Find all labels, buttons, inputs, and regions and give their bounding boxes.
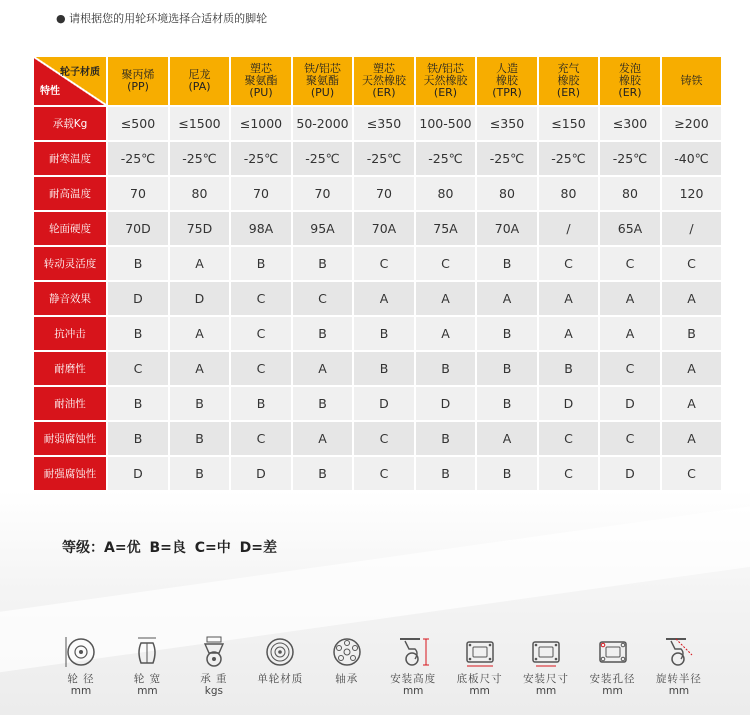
row-header: 耐寒温度 (33, 141, 107, 176)
corner-property-label: 特性 (40, 86, 60, 97)
column-header (169, 56, 230, 106)
row-header: 转动灵活度 (33, 246, 107, 281)
table-cell: D (230, 456, 292, 491)
column-header-line: 聚氨酯 (244, 74, 278, 87)
icon-item-base-plate (449, 635, 511, 697)
column-header (107, 56, 169, 106)
table-cell: A (599, 281, 661, 316)
icon-label: 轴承 (335, 673, 359, 685)
table-cell: C (599, 351, 661, 386)
table-cell: B (476, 246, 538, 281)
icon-unit: mm (70, 685, 92, 697)
table-cell: ≤150 (538, 106, 599, 141)
table-cell: 65A (599, 211, 661, 246)
icon-unit: mm (402, 685, 424, 697)
table-cell: A (353, 281, 415, 316)
wheel-width-icon (130, 635, 164, 669)
icon-unit: mm (668, 685, 690, 697)
table-cell: A (538, 281, 599, 316)
column-header-line: 聚氨酯 (306, 74, 339, 87)
column-header (292, 56, 353, 106)
table-cell: ≤350 (353, 106, 415, 141)
table-cell: B (415, 421, 476, 456)
table-cell: A (169, 351, 230, 386)
column-header-line: (PU) (249, 86, 273, 99)
table-cell: B (230, 386, 292, 421)
icon-unit: kgs (204, 685, 223, 697)
table-cell: C (538, 456, 599, 491)
table-cell: C (292, 281, 353, 316)
table-cell: -25℃ (599, 141, 661, 176)
table-row (33, 351, 722, 386)
column-header (538, 56, 599, 106)
icon-item-mount-height (382, 635, 444, 697)
icon-label: 底板尺寸 (456, 673, 503, 685)
table-cell: C (415, 246, 476, 281)
table-row (33, 386, 722, 421)
table-cell: B (292, 386, 353, 421)
column-header-line: 天然橡胶 (362, 74, 406, 87)
table-cell: -25℃ (538, 141, 599, 176)
table-cell: D (599, 386, 661, 421)
table-cell: B (476, 351, 538, 386)
table-cell: B (476, 456, 538, 491)
table-cell: ≤1000 (230, 106, 292, 141)
table-cell: B (476, 316, 538, 351)
table-cell: 50-2000 (292, 106, 353, 141)
table-row (33, 456, 722, 491)
wheel-material-icon (263, 635, 297, 669)
table-cell: 80 (415, 176, 476, 211)
column-header (661, 56, 722, 106)
table-cell: A (169, 246, 230, 281)
table-row (33, 141, 722, 176)
table-cell: B (107, 386, 169, 421)
table-row (33, 246, 722, 281)
icon-item-mount-size (515, 635, 577, 697)
table-cell: C (661, 456, 722, 491)
table-cell: B (107, 421, 169, 456)
column-header-line: (ER) (372, 86, 396, 99)
column-header-line: (PP) (127, 80, 149, 93)
mounting-height-icon (396, 635, 430, 669)
base-plate-size-icon (463, 635, 497, 669)
table-cell: B (169, 421, 230, 456)
material-spec-table (32, 55, 723, 492)
column-header-line: (ER) (556, 86, 581, 99)
table-cell: 70 (353, 176, 415, 211)
column-header-line: (PA) (188, 80, 211, 93)
table-cell: D (599, 456, 661, 491)
grade-legend: 等级：A=优 B=良 C=中 D=差 (62, 540, 277, 556)
table-cell: B (538, 351, 599, 386)
table-cell: 75A (415, 211, 476, 246)
table-cell: B (169, 456, 230, 491)
table-cell: 80 (538, 176, 599, 211)
table-cell: A (599, 316, 661, 351)
table-cell: / (661, 211, 722, 246)
table-row (33, 281, 722, 316)
table-cell: -25℃ (415, 141, 476, 176)
table-cell: C (230, 351, 292, 386)
icon-unit: mm (469, 685, 490, 697)
icon-item-mount-hole (582, 635, 644, 697)
load-capacity-icon (197, 635, 231, 669)
table-cell: C (599, 246, 661, 281)
table-cell: C (353, 456, 415, 491)
column-header (230, 56, 292, 106)
table-header-row (33, 56, 722, 106)
table-row (33, 316, 722, 351)
table-row (33, 106, 722, 141)
table-cell: 95A (292, 211, 353, 246)
column-header-line: 橡胶 (557, 74, 580, 87)
corner-material-label: 轮子材质 (60, 67, 100, 78)
row-header: 轮面硬度 (33, 211, 107, 246)
row-header: 抗冲击 (33, 316, 107, 351)
column-header (353, 56, 415, 106)
table-cell: 80 (476, 176, 538, 211)
table-cell: B (169, 386, 230, 421)
icon-label: 安装孔径 (589, 673, 636, 685)
column-header-line: 铁/铝芯 (427, 62, 464, 75)
icon-label: 承 重 (200, 673, 228, 685)
wheel-diameter-icon (64, 635, 98, 669)
table-cell: B (353, 351, 415, 386)
icon-item-load (183, 635, 245, 697)
table-cell: B (353, 316, 415, 351)
table-cell: ≤500 (107, 106, 169, 141)
table-cell: 70D (107, 211, 169, 246)
table-cell: / (538, 211, 599, 246)
bearing-icon (330, 635, 364, 669)
table-row (33, 211, 722, 246)
column-header-line: 天然橡胶 (423, 74, 468, 87)
table-cell: 80 (599, 176, 661, 211)
row-header: 静音效果 (33, 281, 107, 316)
table-cell: A (292, 421, 353, 456)
row-header: 耐油性 (33, 386, 107, 421)
icon-item-swivel-radius (648, 635, 710, 697)
icon-label: 单轮材质 (257, 673, 304, 685)
column-header-line: 塑芯 (250, 62, 272, 75)
icon-unit: mm (137, 685, 158, 697)
icon-item-material (249, 635, 311, 697)
table-cell: B (476, 386, 538, 421)
table-corner (33, 56, 107, 106)
table-cell: A (476, 281, 538, 316)
table-cell: D (415, 386, 476, 421)
table-cell: ≥200 (661, 106, 722, 141)
table-cell: C (661, 246, 722, 281)
table-cell: C (599, 421, 661, 456)
table-cell: 70A (476, 211, 538, 246)
table-cell: 70 (107, 176, 169, 211)
table-cell: 70 (230, 176, 292, 211)
table-cell: D (538, 386, 599, 421)
column-header-line: 尼龙 (188, 68, 211, 81)
table-cell: 75D (169, 211, 230, 246)
icon-label: 安装高度 (390, 673, 437, 685)
column-header-line: (TPR) (492, 86, 522, 99)
table-cell: C (538, 421, 599, 456)
spec-icon-row (50, 635, 710, 697)
column-header-line: 橡胶 (619, 74, 641, 87)
table-row (33, 421, 722, 456)
table-cell: C (230, 281, 292, 316)
column-header-line: (ER) (433, 86, 458, 99)
icon-item-wheel-width (116, 635, 178, 697)
table-cell: -40℃ (661, 141, 722, 176)
column-header-line: 橡胶 (496, 74, 518, 87)
table-cell: -25℃ (292, 141, 353, 176)
table-cell: C (538, 246, 599, 281)
icon-item-bearing (316, 635, 378, 697)
column-header-line: 铸铁 (680, 74, 703, 87)
column-header-line: (ER) (618, 86, 642, 99)
row-header: 耐强腐蚀性 (33, 456, 107, 491)
row-header: 耐高温度 (33, 176, 107, 211)
column-header-line: 发泡 (619, 62, 641, 75)
table-cell: A (661, 421, 722, 456)
table-cell: C (353, 246, 415, 281)
table-cell: B (292, 316, 353, 351)
table-cell: 120 (661, 176, 722, 211)
column-header-line: (PU) (310, 86, 335, 99)
icon-item-wheel-diameter (50, 635, 112, 697)
table-cell: 70 (292, 176, 353, 211)
table-row (33, 176, 722, 211)
table-cell: -25℃ (169, 141, 230, 176)
icon-label: 安装尺寸 (523, 673, 570, 685)
table-cell: C (230, 421, 292, 456)
table-cell: -25℃ (230, 141, 292, 176)
column-header (476, 56, 538, 106)
column-header (599, 56, 661, 106)
table-cell: ≤300 (599, 106, 661, 141)
icon-unit: mm (535, 685, 557, 697)
swivel-radius-icon (662, 635, 696, 669)
mounting-hole-icon (596, 635, 630, 669)
table-cell: A (415, 316, 476, 351)
table-cell: -25℃ (476, 141, 538, 176)
table-cell: A (476, 421, 538, 456)
table-cell: B (415, 456, 476, 491)
table-cell: A (661, 386, 722, 421)
table-cell: B (292, 456, 353, 491)
table-cell: A (661, 351, 722, 386)
mounting-size-icon (529, 635, 563, 669)
table-cell: B (415, 351, 476, 386)
icon-label: 轮 径 (67, 673, 95, 685)
column-header-line: 聚丙烯 (121, 68, 155, 81)
column-header-line: 人造 (496, 62, 518, 75)
table-cell: D (353, 386, 415, 421)
table-cell: D (169, 281, 230, 316)
table-cell: 70A (353, 211, 415, 246)
icon-unit: mm (602, 685, 623, 697)
table-cell: ≤1500 (169, 106, 230, 141)
table-cell: 98A (230, 211, 292, 246)
table-cell: -25℃ (353, 141, 415, 176)
table-cell: -25℃ (107, 141, 169, 176)
column-header-line: 塑芯 (373, 62, 395, 75)
column-header (415, 56, 476, 106)
table-cell: A (415, 281, 476, 316)
table-cell: A (661, 281, 722, 316)
notice-text: ● 请根据您的用轮环境选择合适材质的脚轮 (56, 12, 268, 25)
table-cell: ≤350 (476, 106, 538, 141)
row-header: 承载Kg (33, 106, 107, 141)
table-cell: 80 (169, 176, 230, 211)
table-cell: A (538, 316, 599, 351)
row-header: 耐磨性 (33, 351, 107, 386)
row-header: 耐弱腐蚀性 (33, 421, 107, 456)
table-cell: C (353, 421, 415, 456)
table-cell: B (292, 246, 353, 281)
table-cell: D (107, 456, 169, 491)
table-cell: B (230, 246, 292, 281)
column-header-line: 充气 (557, 62, 580, 75)
icon-label: 旋转半径 (655, 673, 702, 685)
column-header-line: 铁/铝芯 (304, 62, 341, 75)
table-cell: A (292, 351, 353, 386)
table-cell: B (661, 316, 722, 351)
icon-label: 轮 宽 (133, 673, 162, 685)
table-cell: B (107, 246, 169, 281)
table-cell: B (107, 316, 169, 351)
table-cell: A (169, 316, 230, 351)
table-cell: C (230, 316, 292, 351)
table-cell: C (107, 351, 169, 386)
table-cell: D (107, 281, 169, 316)
table-cell: 100-500 (415, 106, 476, 141)
